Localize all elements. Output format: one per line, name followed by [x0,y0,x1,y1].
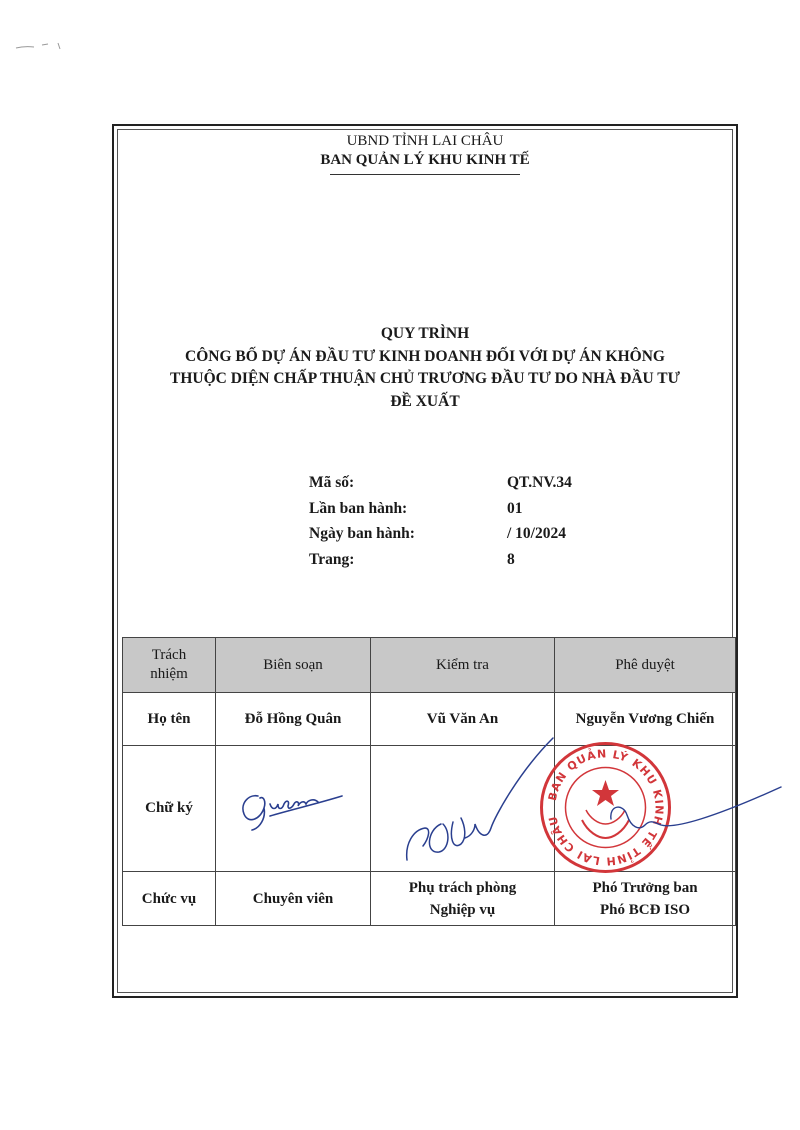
row-label-signature: Chữ ký [123,746,216,872]
table-header-row [123,638,736,693]
parent-organization: UBND TỈNH LAI CHÂU [346,133,504,149]
meta-row-edition [309,500,609,526]
meta-value: QT.NV.34 [507,474,572,491]
checker-position: Phụ trách phòng Nghiệp vụ [371,872,555,926]
drafter-signature [216,746,371,872]
checker-signature [371,746,555,872]
header-responsibility: Trách nhiệm [123,638,216,693]
meta-row-code [309,474,609,500]
scan-artifact [14,40,74,52]
drafter-name: Đỗ Hồng Quân [216,693,371,746]
table-row-signature [123,746,736,872]
document-metadata [309,474,609,576]
meta-row-issue-date [309,525,609,551]
meta-label: Lần ban hành: [309,499,408,517]
title-line-1: QUY TRÌNH [380,325,470,342]
title-line-3: THUỘC DIỆN CHẤP THUẬN CHỦ TRƯƠNG ĐẦU TƯ DO NHÀ ĐẦU TƯ [170,370,680,387]
meta-label: Ngày ban hành: [309,525,415,542]
header-approved: Phê duyệt [555,638,736,693]
approver-name: Nguyễn Vương Chiến [555,693,736,746]
svg-text:BAN QUẢN LÝ KHU KINH TẾ TỈNH L: BAN QUẢN LÝ KHU KINH TẾ TỈNH LAI CHÂU [545,747,666,868]
meta-row-pages [309,551,609,577]
meta-label: Mã số: [309,474,355,491]
title-line-4: ĐỀ XUẤT [390,392,460,410]
organization-name: BAN QUẢN LÝ KHU KINH TẾ [320,152,530,168]
meta-value: 8 [507,550,515,568]
row-label-position: Chức vụ [123,872,216,926]
checker-name: Vũ Văn An [371,693,555,746]
meta-value: / 10/2024 [507,525,566,542]
row-label-name: Họ tên [123,693,216,746]
header-underline [330,174,520,175]
approver-position: Phó Trưởng ban Phó BCĐ ISO [555,872,736,926]
table-row-position [123,872,736,926]
approver-signature [555,746,736,872]
signature-drafter-icon [230,774,355,834]
meta-value: 01 [507,499,523,517]
header-drafted: Biên soạn [216,638,371,693]
title-line-2: CÔNG BỐ DỰ ÁN ĐẦU TƯ KINH DOANH ĐỐI VỚI DỰ ÁN KHÔNG [185,347,665,365]
meta-label: Trang: [309,550,355,568]
document-title [112,323,738,413]
header-checked: Kiểm tra [371,638,555,693]
drafter-position: Chuyên viên [216,872,371,926]
document-header [112,133,738,175]
approval-table [122,637,736,926]
signature-checker-icon [391,732,561,872]
